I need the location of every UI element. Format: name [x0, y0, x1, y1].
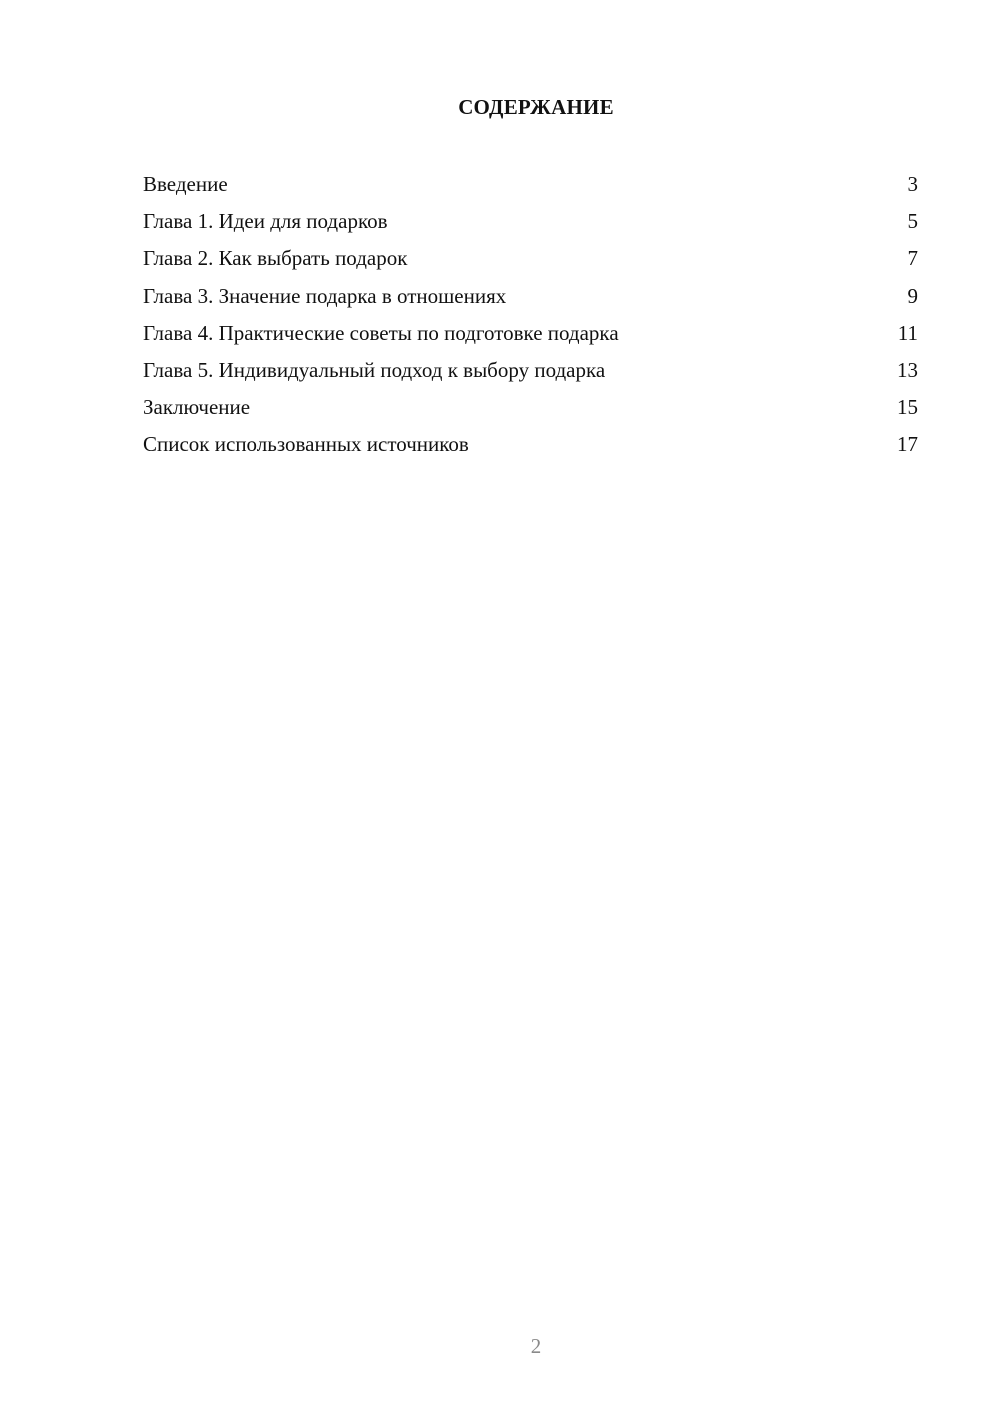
toc-entry-chapter-2 — [143, 244, 918, 281]
toc-entry-page: 11 — [897, 320, 918, 345]
page-title: СОДЕРЖАНИЕ — [458, 95, 614, 119]
toc-entry-references — [143, 430, 918, 467]
toc-entry-chapter-3 — [143, 282, 918, 319]
toc-entry-conclusion — [143, 393, 918, 430]
toc-entry-title: Глава 4. Практические советы по подготовке подарка — [143, 320, 619, 345]
toc-entry-introduction — [143, 170, 918, 207]
toc-entry-page: 7 — [907, 246, 918, 271]
toc-entry-title: Глава 1. Идеи для подарков — [143, 209, 388, 234]
toc-entry-title: Глава 3. Значение подарка в отношениях — [143, 283, 507, 308]
toc-entry-title: Глава 5. Индивидуальный подход к выбору подарка — [143, 357, 606, 382]
toc-entry-title: Глава 2. Как выбрать подарок — [143, 246, 408, 271]
toc-entry-chapter-4 — [143, 319, 918, 356]
toc-entry-chapter-5 — [143, 356, 918, 393]
toc-entry-page: 5 — [907, 209, 918, 234]
table-of-contents — [143, 170, 918, 468]
toc-entry-title: Список использованных источников — [143, 432, 469, 457]
toc-entry-page: 9 — [907, 283, 918, 308]
toc-entry-page: 17 — [897, 432, 918, 457]
toc-entry-page: 15 — [897, 395, 918, 420]
page-number: 2 — [530, 1334, 542, 1358]
toc-entry-title: Введение — [143, 172, 228, 196]
toc-entry-chapter-1 — [143, 207, 918, 244]
toc-entry-page: 13 — [897, 357, 918, 382]
toc-entry-title: Заключение — [143, 395, 251, 420]
toc-entry-page: 3 — [907, 172, 918, 196]
